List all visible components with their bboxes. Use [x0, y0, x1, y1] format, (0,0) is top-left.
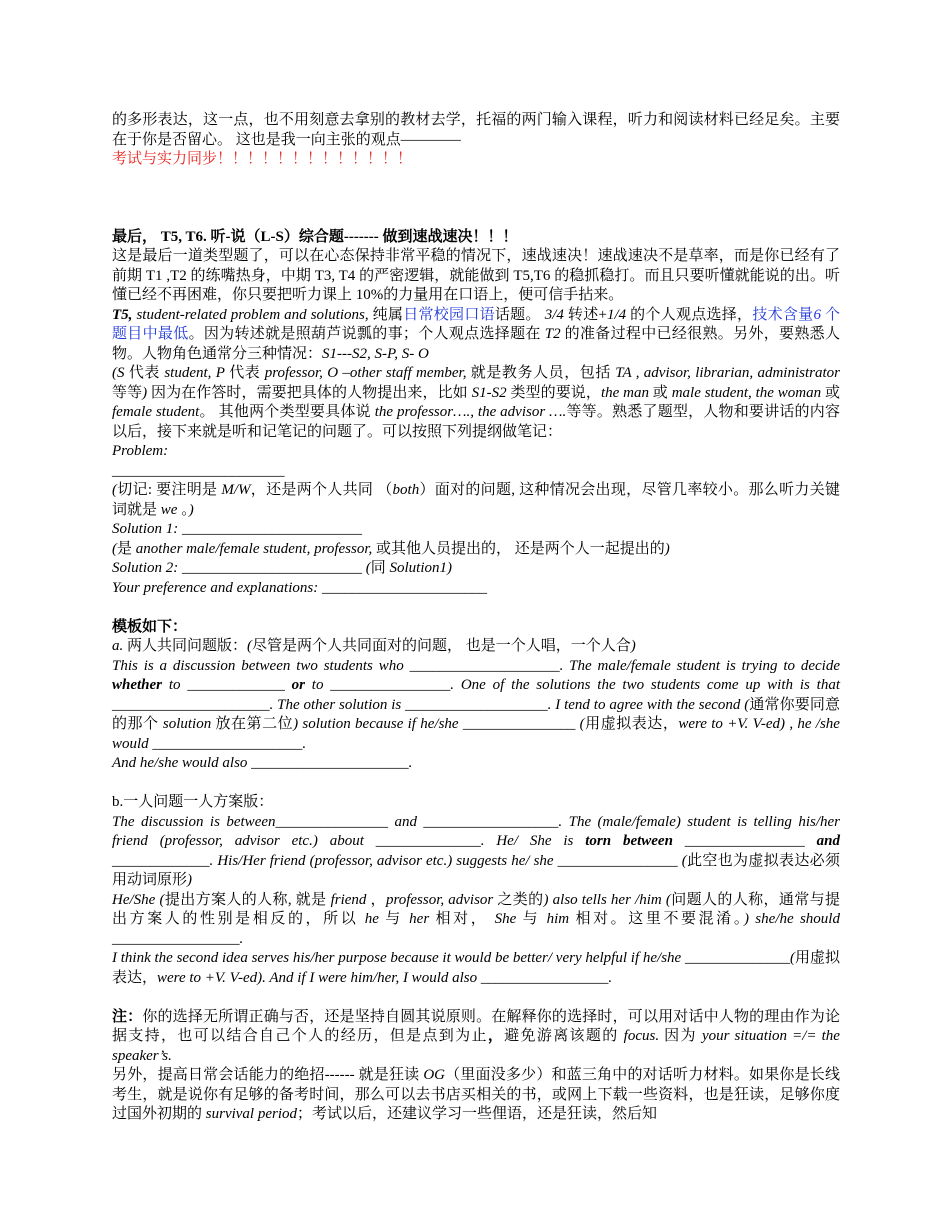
preference-line: Your preference and explanations: ______________________ [112, 579, 487, 596]
template-a-label: a. 两人共同问题版：(尽管是两个人共同面对的问题， 也是一个人唱，一个人合) [112, 638, 636, 654]
template-heading: 模板如下： [112, 618, 188, 635]
spacer [112, 170, 840, 228]
note-solution: (是 another male/female student, professor, 或其他人员提出的， 还是两个人一起提出的) [112, 540, 670, 557]
intro-paragraph [112, 111, 840, 170]
note-label: 注： [112, 1008, 143, 1025]
problem-label: Problem: [112, 443, 169, 459]
intro-red-slogan: 考试与实力同步！！！！！！！！！！！！！ [112, 151, 413, 167]
problem-blank: _______________________ [112, 462, 285, 479]
spacer [112, 774, 840, 794]
section-heading: 最后， T5, T6. 听-说（L-S）综合题------- 做到速战速决！！！ [112, 228, 518, 245]
note-paragraph: 注：你的选择无所谓正确与否，还是坚持自圆其说原则。在解释你的选择时，可以用对话中人物的理由作为论据支持，也可以结合自己个人的经历，但是点到为止，避免游离该题的 focus. 因为 your situation =/= the speaker’s. [112, 1008, 840, 1064]
closing-paragraph: 另外，提高日常会话能力的绝招------ 就是狂读 OG（里面没多少）和蓝三角中的对话听力材料。如果你是长线考生，就是说你有足够的备考时间，那么可以去书店买相关的书，或网上下载一些资料，也是狂读，足够你度过国外初期的 survival period；考试以后，还建议学习一些俚语，还是狂读，然后知 [112, 1067, 840, 1122]
t5-label: T5, [112, 306, 133, 323]
solution-1: Solution 1: ________________________ [112, 521, 362, 537]
spacer [112, 598, 840, 618]
solution-2: Solution 2: ________________________ (同 Solution1) [112, 560, 453, 576]
spacer [112, 988, 840, 1008]
document-page [112, 111, 840, 1125]
paragraph-roles: (S 代表 student, P 代表 professor, O –other staff member, 就是教务人员，包括 TA , advisor, librarian, administrator 等等) 因为在作答时，需要把具体的人物提出来，比如 S1-S2 类型的要说，the man 或 male student, the woman 或 female student。 其他两个类型要具体说 the professor…., the advisor ….等等。熟悉了题型，人物和要讲话的内容以后，接下来就是听和记笔记的问题了。可以按照下列提纲做笔记： Problem: [112, 365, 840, 459]
campus-topic-highlight: 日常校园口语 [403, 306, 495, 323]
template-b-body: The discussion is between_______________ and __________________. The (male/female) student is telling his/her friend (professor, advisor etc.) about ______________. He/ She is torn between ________________ and _____________. His/Her friend (professor, advisor etc.) suggests he/ she ________________ (此空也为虚拟表达必须用动词原形) He/She (提出方案人的人称, 就是 friend ，professor, advisor 之类的) also tells her /him (问题人的人称，通常与提出方案人的性别是相反的，所以 he 与 her 相对， She 与 him 相对。这里不要混淆。) she/he should _________________. I think the second idea serves his/her purpose because it would be better/ very helpful if he/she ______________(用虚拟表达，were to +V. V-ed). And if I were him/her, I would also _________________. [112, 813, 840, 986]
template-b-label: b.一人问题一人方案版： [112, 794, 274, 810]
template-a-body: This is a discussion between two students who ____________________. The male/female student is trying to decide whether to _____________ or to ________________. One of the solutions the two students come up with is that _____________________. The other solution is ___________________. I tend to agree with the second (通常你要同意的那个 solution 放在第二位) solution because if he/she _______________ (用虚拟表达，were to +V. V-ed) , he /she would ____________________. And he/she would also _____________________. [112, 657, 840, 771]
difficulty-highlight: 技术含量 [752, 306, 814, 323]
note-problem: (切记: 要注明是 M/W，还是两个人共同 （both）面对的问题, 这种情况会出现，尽管几率较小。那么听力关键词就是 we 。) [112, 482, 840, 518]
intro-text: 的多形表达，这一点，也不用刻意去拿别的教材去学，托福的两门输入课程，听力和阅读材料已经足矣。主要在于你是否留心。 这也是我一向主张的观点———— [112, 112, 840, 148]
paragraph-speed: 这是最后一道类型题了，可以在心态保持非常平稳的情况下，速战速决！速战速决不是草率，而是你已经有了前期 T1 ,T2 的练嘴热身，中期 T3, T4 的严密逻辑，就能做到 T5,T6 的稳抓稳打。而且只要听懂就能说的出。听懂已经不再困难，你只要把听力课上 10%的力量用在口语上，便可信手拈来。 [112, 248, 840, 303]
paragraph-t5-description: T5, student-related problem and solutions, 纯属日常校园口语话题。 3/4 转述+1/4 的个人观点选择，技术含量6 个题目中最低。因为转述就是照葫芦说瓢的事；个人观点选择题在 T2 的准备过程中已经很熟。另外，要熟悉人物。人物角色通常分三种情况：S1---S2, S-P, S- O [112, 306, 840, 362]
